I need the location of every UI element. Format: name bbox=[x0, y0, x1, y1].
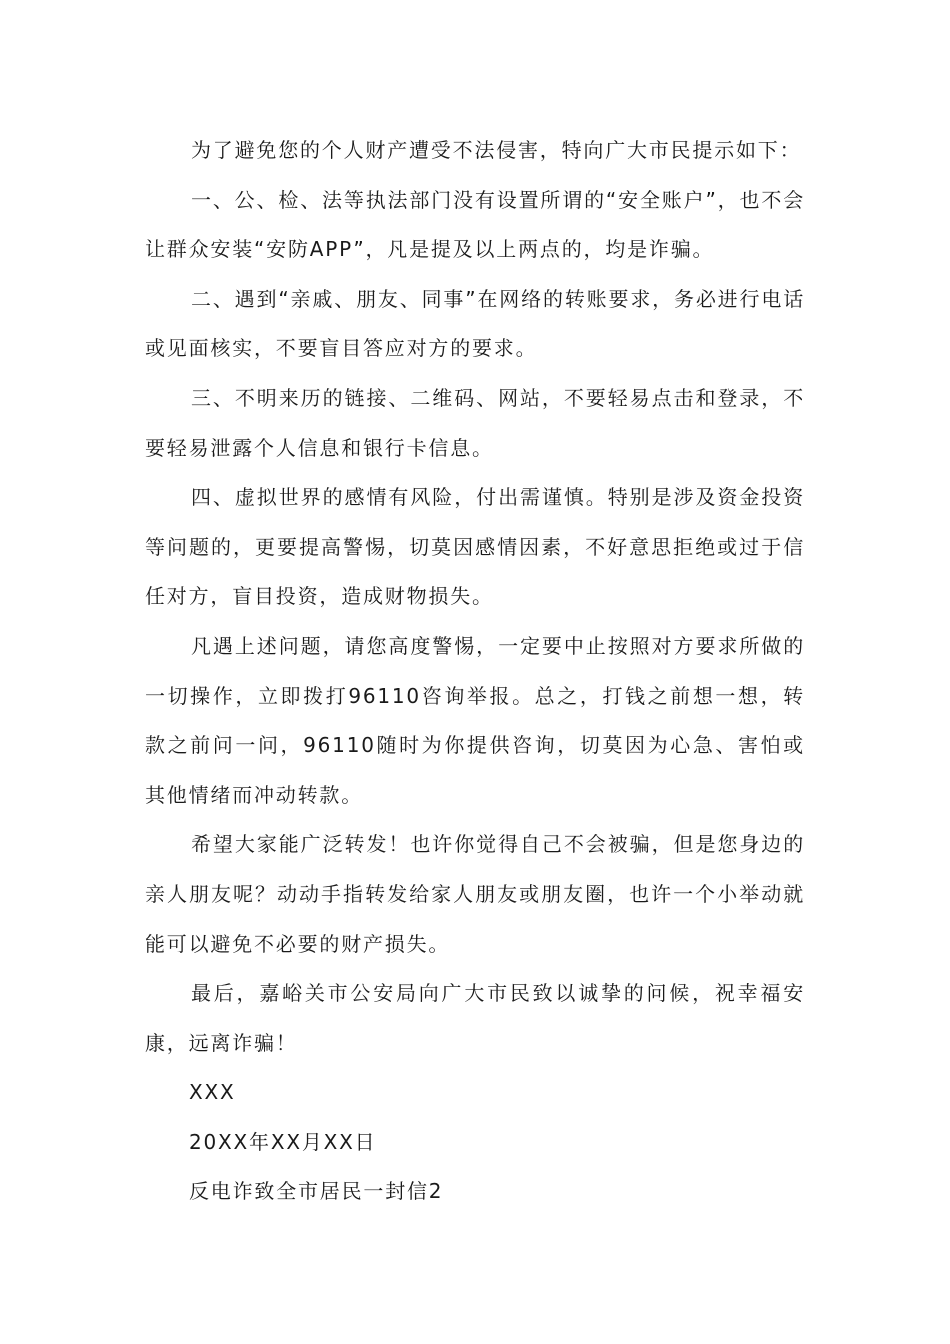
date-line: 20XX年XX月XX日 bbox=[189, 1129, 377, 1154]
tip-paragraph-4: 四、虚拟世界的感情有风险，付出需谨慎。特别是涉及资金投资等问题的，更要提高警惕，切莫因感情因素，不好意思拒绝或过于信任对方，盲目投资，造成财物损失。 bbox=[145, 485, 805, 609]
closing-paragraph: 最后，嘉峪关市公安局向广大市民致以诚挚的问候，祝幸福安康，远离诈骗！ bbox=[145, 981, 805, 1055]
intro-paragraph: 为了避免您的个人财产遭受不法侵害，特向广大市民提示如下： bbox=[191, 138, 802, 162]
document-body bbox=[145, 126, 805, 1217]
tip-paragraph-3: 三、不明来历的链接、二维码、网站，不要轻易点击和登录，不要轻易泄露个人信息和银行卡信息。 bbox=[145, 385, 805, 460]
tip-paragraph-2: 二、遇到“亲戚、朋友、同事”在网络的转账要求，务必进行电话或见面核实，不要盲目答应对方的要求。 bbox=[145, 286, 805, 361]
signature: XXX bbox=[189, 1080, 236, 1105]
tip-paragraph-1: 一、公、检、法等执法部门没有设置所谓的“安全账户”，也不会让群众安装“安防APP”，凡是提及以上两点的，均是诈骗。 bbox=[145, 187, 805, 262]
warning-paragraph: 凡遇上述问题，请您高度警惕，一定要中止按照对方要求所做的一切操作，立即拨打96110咨询举报。总之，打钱之前想一想，转款之前问一问，96110随时为你提供咨询，切莫因为心急、害怕或其他情绪而冲动转款。 bbox=[145, 633, 805, 807]
next-letter-title: 反电诈致全市居民一封信2 bbox=[189, 1179, 444, 1204]
share-paragraph: 希望大家能广泛转发！也许你觉得自己不会被骗，但是您身边的亲人朋友呢？动动手指转发给家人朋友或朋友圈，也许一个小举动就能可以避免不必要的财产损失。 bbox=[145, 832, 805, 956]
